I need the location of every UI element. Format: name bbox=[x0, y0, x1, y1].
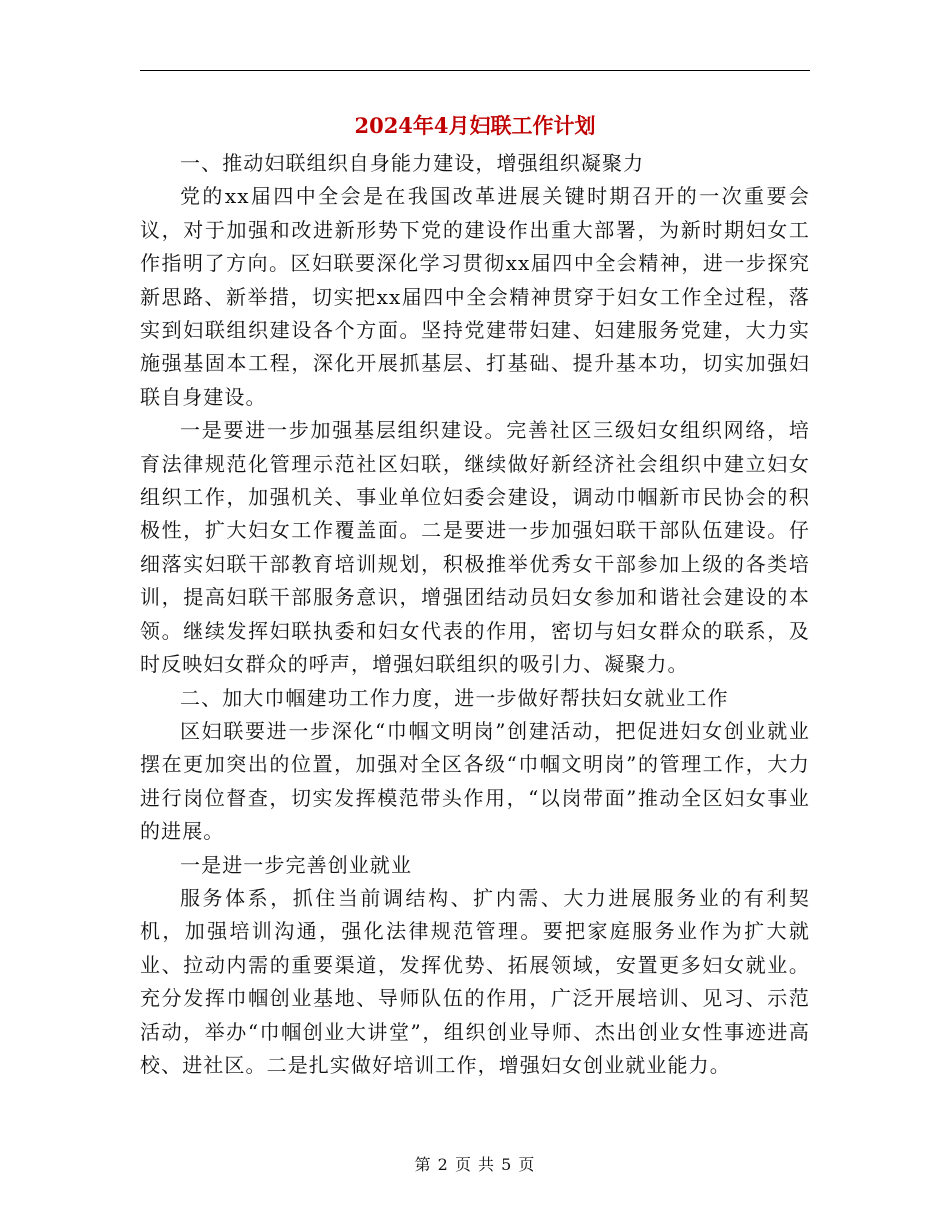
body-paragraph: 党的xx届四中全会是在我国改革进展关键时期召开的一次重要会议，对于加强和改进新形势下党的建设作出重大部署，为新时期妇女工作指明了方向。区妇联要深化学习贯彻xx届四中全会精神，进一步探究新思路、新举措，切实把xx届四中全会精神贯穿于妇女工作全过程，落实到妇联组织建设各个方面。坚持党建带妇建、妇建服务党建，大力实施强基固本工程，深化开展抓基层、打基础、提升基本功，切实加强妇联自身建设。 bbox=[140, 184, 810, 409]
page-number-footer: 第 2 页 共 5 页 bbox=[414, 1155, 536, 1174]
section-heading-2: 二、加大巾帼建功工作力度，进一步做好帮扶妇女就业工作 bbox=[180, 685, 729, 710]
body-paragraph: 区妇联要进一步深化“巾帼文明岗”创建活动，把促进妇女创业就业摆在更加突出的位置，加强对全区各级“巾帼文明岗”的管理工作，大力进行岗位督查，切实发挥模范带头作用，“以岗带面”推动全区妇女事业的进展。 bbox=[140, 718, 810, 844]
header-rule bbox=[140, 70, 810, 71]
section-heading-1: 一、推动妇联组织自身能力建设，增强组织凝聚力 bbox=[180, 151, 645, 175]
document-body bbox=[140, 147, 810, 1082]
body-paragraph: 一是要进一步加强基层组织建设。完善社区三级妇女组织网络，培育法律规范化管理示范社区妇联，继续做好新经济社会组织中建立妇女组织工作，加强机关、事业单位妇委会建设，调动巾帼新市民协会的积极性，扩大妇女工作覆盖面。二是要进一步加强妇联干部队伍建设。仔细落实妇联干部教育培训规划，积极推举优秀女干部参加上级的各类培训，提高妇联干部服务意识，增强团结动员妇女参加和谐社会建设的本领。继续发挥妇联执委和妇女代表的作用，密切与妇女群众的联系，及时反映妇女群众的呼声，增强妇联组织的吸引力、凝聚力。 bbox=[140, 418, 810, 677]
body-paragraph: 服务体系，抓住当前调结构、扩内需、大力进展服务业的有利契机，加强培训沟通，强化法律规范管理。要把家庭服务业作为扩大就业、拉动内需的重要渠道，发挥优势、拓展领域，安置更多妇女就业。充分发挥巾帼创业基地、导师队伍的作用，广泛开展培训、见习、示范活动，举办“巾帼创业大讲堂”，组织创业导师、杰出创业女性事迹进高校、进社区。二是扎实做好培训工作，增强妇女创业就业能力。 bbox=[140, 885, 810, 1077]
document-title: 2024年4月妇联工作计划 bbox=[354, 113, 596, 138]
sub-heading: 一是进一步完善创业就业 bbox=[180, 852, 413, 877]
